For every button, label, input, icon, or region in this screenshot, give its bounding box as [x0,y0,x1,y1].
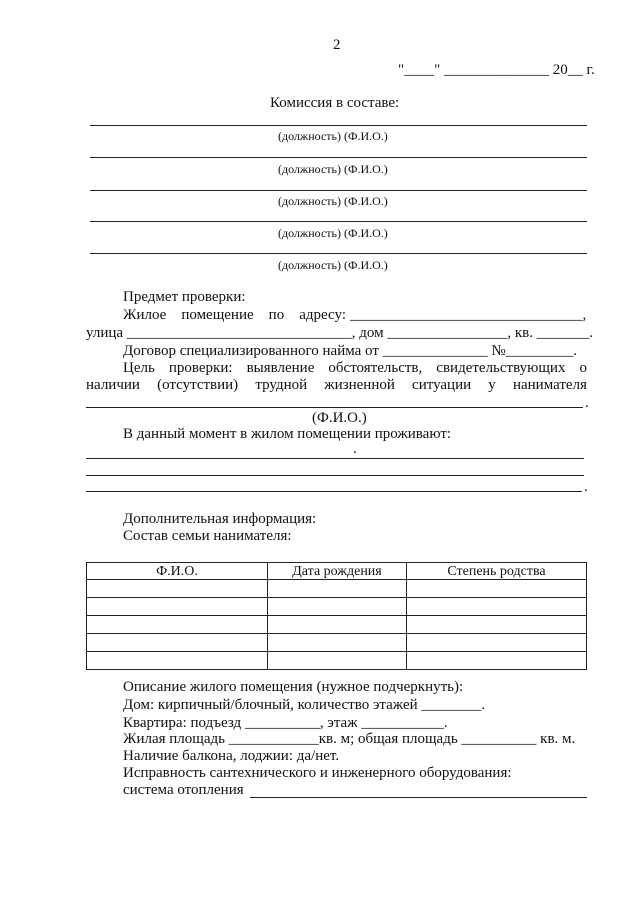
street-line [86,325,593,342]
table-cell[interactable] [268,580,407,598]
total-area-unit: кв. м. [540,731,576,747]
date-month-blank: ______________ [444,62,549,78]
purpose2-word-2: (отсутствии) [157,377,239,393]
house-type-label: Дом: кирпичный/блочный, количество этажей [123,697,418,713]
table-cell[interactable] [268,598,407,616]
table-cell[interactable] [268,652,407,670]
table-cell[interactable] [268,634,407,652]
floor-field[interactable]: ___________. [361,715,448,731]
family-label: Состав семьи нанимателя: [123,528,292,544]
dwelling-word-1: Жилое [123,307,167,323]
commission-line-3 [90,190,587,191]
dwelling-word-3: по [268,307,285,323]
additional-info-label: Дополнительная информация: [123,511,317,527]
house-type-line [123,697,485,714]
residents-label: В данный момент в жилом помещении проживают: [123,426,452,442]
table-cell[interactable] [87,634,268,652]
balcony-line: Наличие балкона, лоджии: да/нет. [123,748,340,764]
commission-caption-2: (должность) (Ф.И.О.) [278,162,388,176]
area-line [123,731,575,748]
date-line [398,62,595,79]
dwelling-address-label [123,307,346,324]
floor-label: этаж [327,715,358,731]
apartment-label: , кв. [507,325,534,341]
street-label: улица [86,325,124,341]
commission-line-5 [90,253,587,254]
table-cell[interactable] [87,598,268,616]
contract-label: Договор специализированного найма от [123,343,379,359]
floors-count-field[interactable]: ________. [421,697,486,713]
date-year: 20__ г. [552,62,595,78]
living-area-unit: кв. м; общая площадь [318,731,458,747]
table-row [87,598,587,616]
table-cell[interactable] [407,652,587,670]
dwelling-word-2: помещение [181,307,254,323]
table-cell[interactable] [407,580,587,598]
residents-line-dot: . [584,479,588,495]
entrance-field[interactable]: __________, [244,715,324,731]
entrance-label: Квартира: подъезд [123,715,242,731]
inspection-subject: Предмет проверки: [123,289,246,305]
purpose-word-1: Цель [123,360,155,376]
table-cell[interactable] [407,616,587,634]
house-label: , дом [351,325,384,341]
heating-label: система отопления [123,782,244,798]
dwelling-word-4: адресу: [299,307,346,323]
description-heading: Описание жилого помещения (нужное подчеркнуть): [123,679,464,695]
table-cell[interactable] [268,616,407,634]
purpose2-word-1: наличии [86,377,140,393]
table-row [87,634,587,652]
apartment-field[interactable]: _______. [536,325,594,341]
commission-caption-5: (должность) (Ф.И.О.) [278,258,388,272]
purpose-word-2: проверки: [168,360,233,376]
date-day-quote-close: " [434,62,441,78]
contract-line [123,343,577,360]
page-number: 2 [333,37,341,53]
street-field[interactable]: ______________________________ [126,325,352,341]
table-row [87,616,587,634]
tenant-line-dot: . [585,395,589,411]
purpose-word-3: выявление [246,360,315,376]
heating-field[interactable] [250,797,587,798]
equipment-line: Исправность сантехнического и инженерного оборудования: [123,765,512,781]
contract-number-label: № [491,343,506,359]
header-birth-date: Дата рождения [268,563,407,580]
table-cell[interactable] [407,634,587,652]
table-cell[interactable] [87,580,268,598]
living-area-field[interactable]: ____________ [228,731,319,747]
residents-stray-dot: . [353,441,357,457]
flat-line [123,715,448,732]
purpose2-word-3: трудной [255,377,308,393]
commission-caption-4: (должность) (Ф.И.О.) [278,226,388,240]
commission-caption-3: (должность) (Ф.И.О.) [278,194,388,208]
purpose2-word-6: у [488,377,496,393]
residents-line-3[interactable] [86,491,582,492]
header-fio: Ф.И.О. [87,563,268,580]
purpose-line-1 [123,360,587,377]
commission-caption-1: (должность) (Ф.И.О.) [278,129,388,143]
commission-line-2 [90,157,587,158]
family-table [86,562,587,670]
dwelling-address-field[interactable]: _______________________________, [350,307,587,323]
purpose2-word-4: жизненной [324,377,395,393]
commission-line-1 [90,125,587,126]
contract-date-field[interactable]: ______________ [382,343,488,359]
purpose2-word-5: ситуации [412,377,472,393]
table-row [87,580,587,598]
commission-heading: Комиссия в составе: [270,95,400,111]
total-area-field[interactable]: __________ [461,731,537,747]
purpose-word-4: обстоятельств, [328,360,423,376]
date-day-quote-open: " [398,62,405,78]
purpose-line-2 [86,377,587,394]
house-field[interactable]: ________________ [387,325,508,341]
living-area-label: Жилая площадь [123,731,225,747]
contract-number-field[interactable]: _________. [505,343,577,359]
purpose-word-6: о [579,360,587,376]
tenant-caption: (Ф.И.О.) [312,410,367,426]
table-cell[interactable] [87,616,268,634]
residents-line-1[interactable] [86,458,584,459]
date-day-blank: ____ [404,62,435,78]
commission-line-4 [90,221,587,222]
table-cell[interactable] [407,598,587,616]
purpose-word-5: свидетельствующих [436,360,566,376]
table-header-row [87,563,587,580]
purpose2-word-7: нанимателя [512,377,587,393]
header-relationship: Степень родства [407,563,587,580]
residents-line-2[interactable] [86,475,584,476]
table-cell[interactable] [87,652,268,670]
table-row [87,652,587,670]
tenant-name-line[interactable] [86,407,583,408]
